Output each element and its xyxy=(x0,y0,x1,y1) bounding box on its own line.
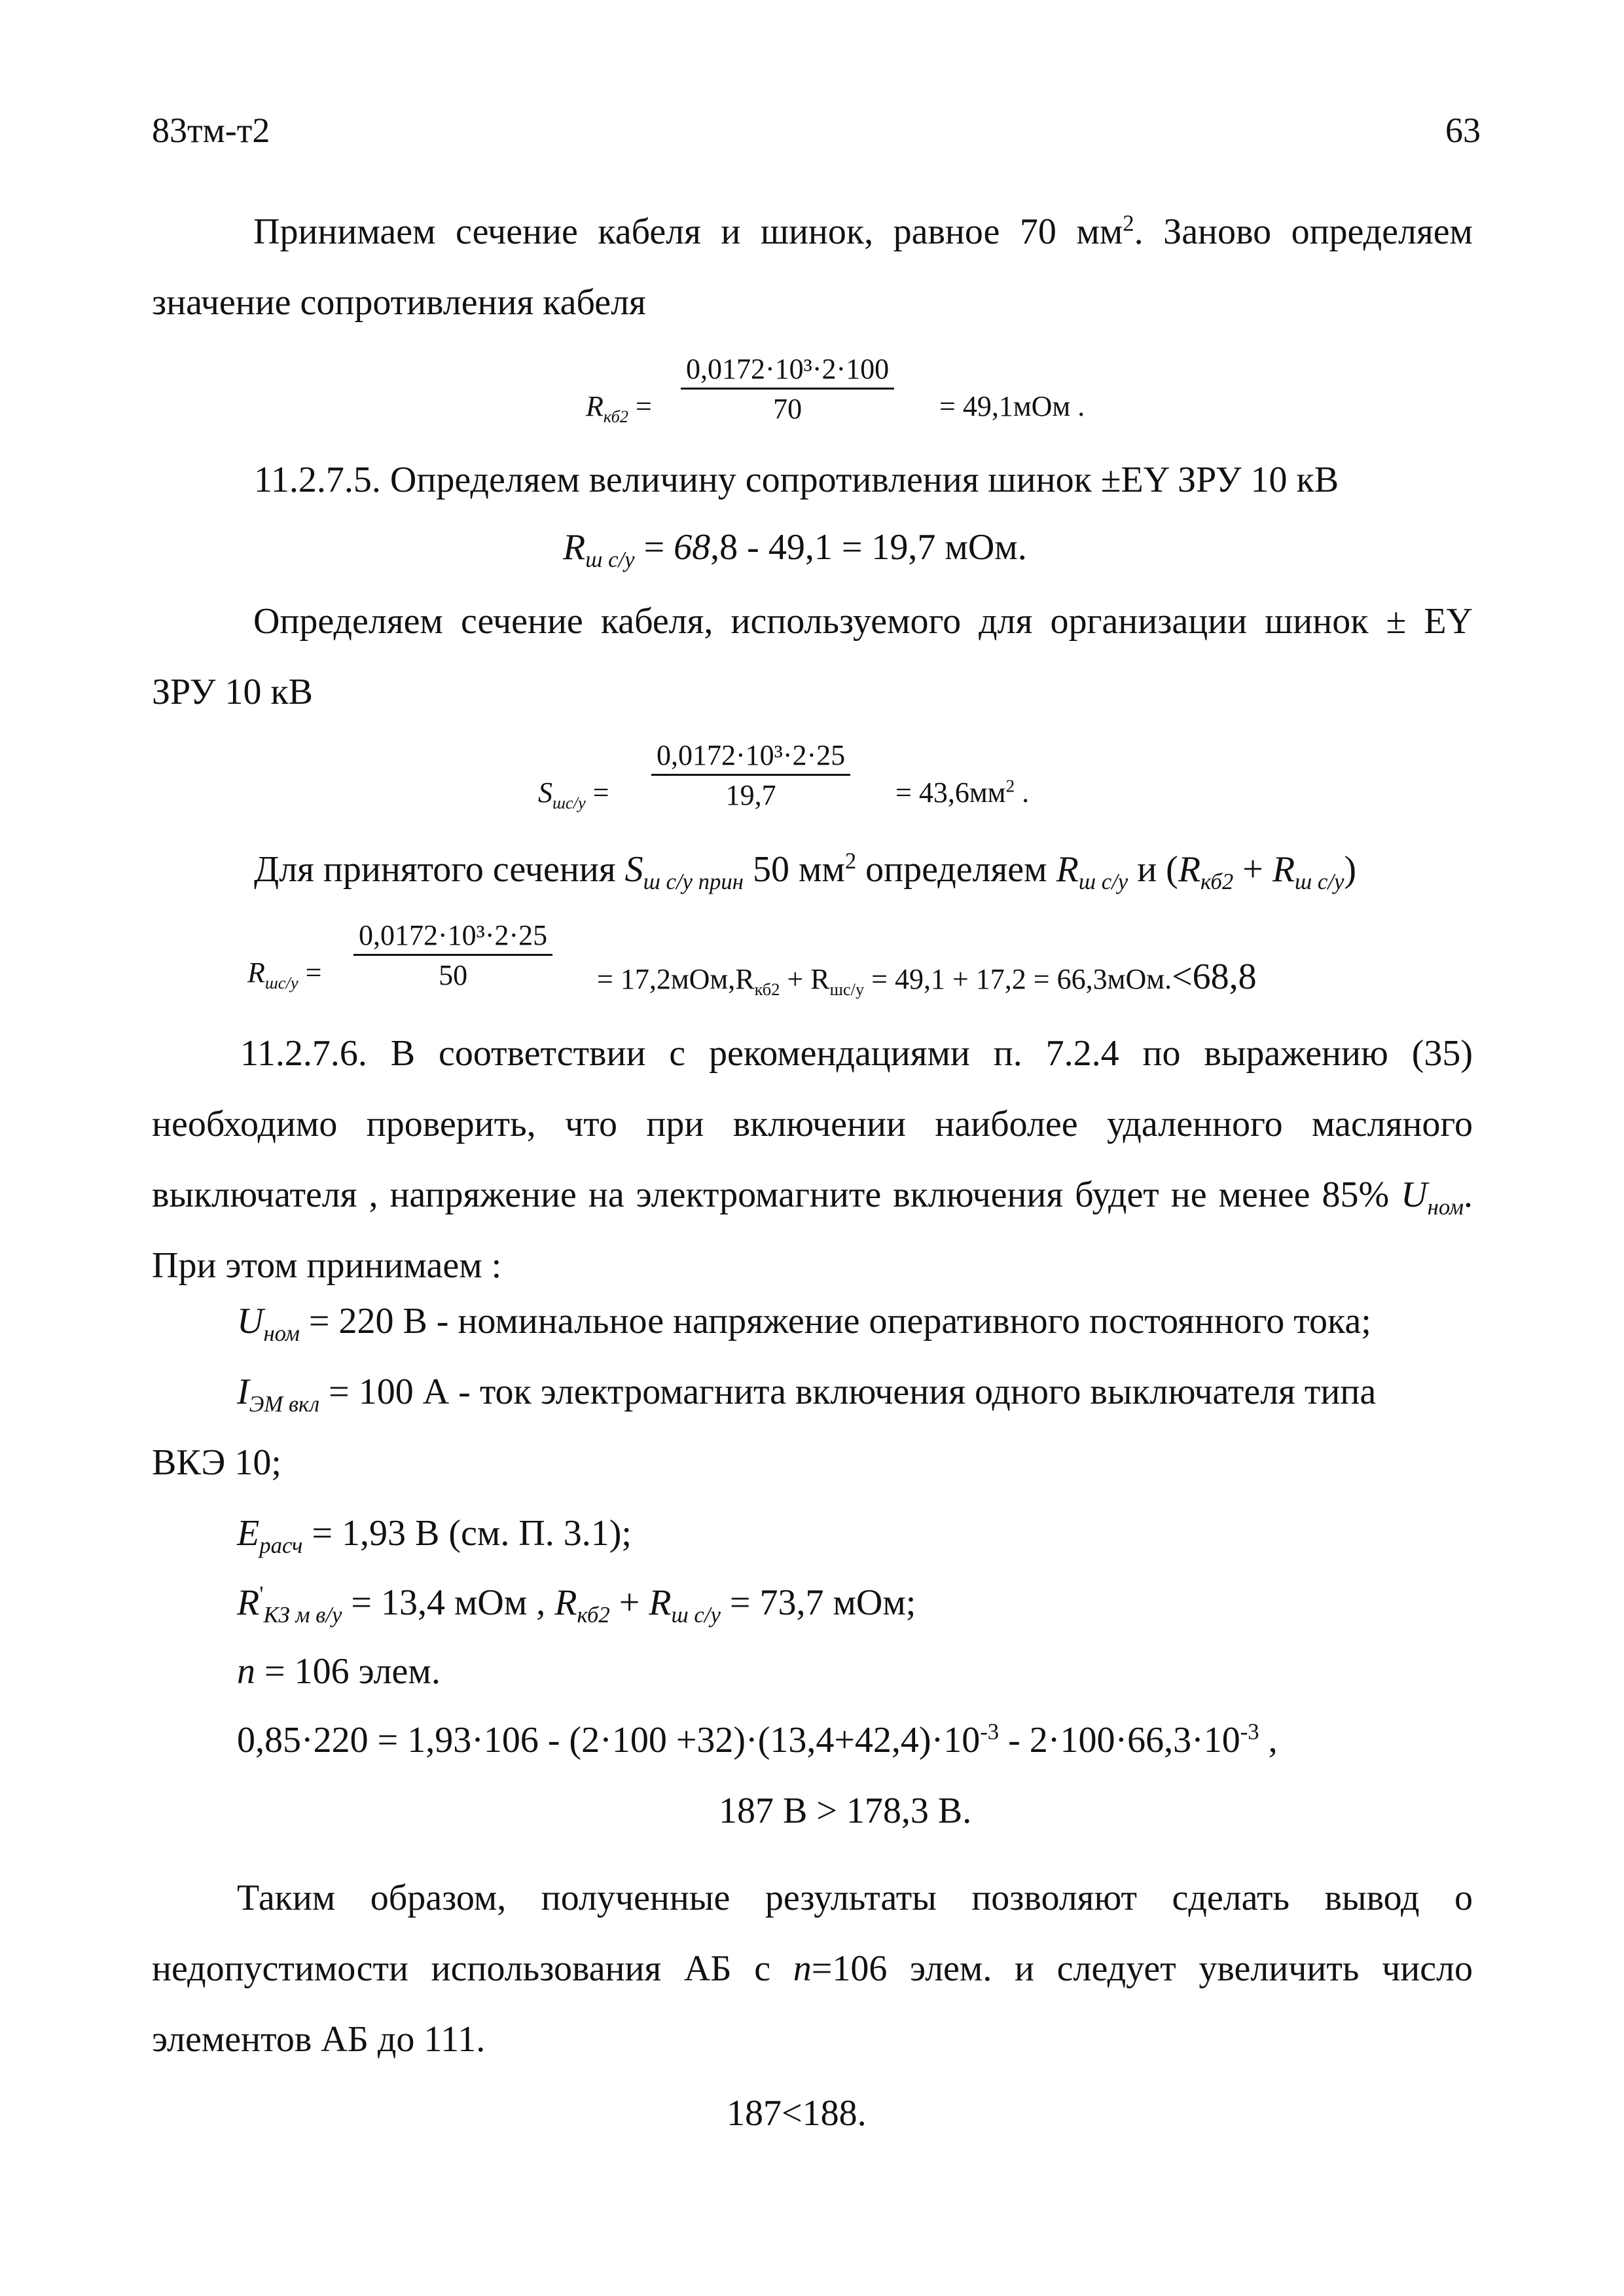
symbol-r: R xyxy=(649,1582,672,1623)
paragraph-cable-section xyxy=(152,196,1473,338)
subscript: кб2 xyxy=(603,406,629,426)
equation-rkb2-lhs xyxy=(586,390,652,426)
symbol-r: R xyxy=(586,390,604,422)
subscript: КЗ м в/у xyxy=(263,1602,342,1628)
subscript: ш с/у xyxy=(671,1602,721,1628)
symbol-n: n xyxy=(237,1651,255,1692)
definition-continuation: ВКЭ 10; xyxy=(152,1442,281,1483)
equation-rkb2-rhs: = 49,1мОм . xyxy=(939,390,1085,422)
symbol-e: E xyxy=(237,1513,260,1554)
text: определяем xyxy=(856,849,1056,890)
text: + xyxy=(1233,849,1272,890)
symbol-r: R xyxy=(1178,849,1201,890)
fraction xyxy=(651,740,850,812)
subscript: ном xyxy=(1427,1194,1464,1220)
section-11-2-7-6 xyxy=(152,1018,1473,1301)
symbol-n: n xyxy=(793,1948,812,1989)
definition-text: = 106 элем. xyxy=(255,1651,441,1692)
paragraph-text: Таким образом, полученные результаты позволяют сделать вывод о недопустимости использования АБ с xyxy=(152,1878,1473,1989)
text: Для принятого сечения xyxy=(254,849,625,890)
superscript: -3 xyxy=(1240,1719,1259,1745)
definition-text: = 13,4 мОм , xyxy=(342,1582,555,1623)
superscript: -3 xyxy=(980,1719,1000,1745)
definition-i-em xyxy=(237,1372,1377,1417)
paragraph-accepted-section xyxy=(254,848,1357,895)
numerator: 0,0172·10³·2·25 xyxy=(651,740,850,776)
equation-rsh-rhs xyxy=(597,956,1257,998)
definition-u-nom xyxy=(237,1301,1371,1347)
page-number: 63 xyxy=(1445,111,1481,150)
calc-text: 0,85·220 = 1,93·106 - (2·100 +32)·(13,4+42,4)·10 xyxy=(237,1720,981,1760)
section-11-2-7-5: 11.2.7.5. Определяем величину сопротивления шинок ±EY ЗРУ 10 кВ xyxy=(254,460,1339,500)
symbol-u: U xyxy=(237,1301,264,1341)
subscript: шс/у xyxy=(552,792,586,812)
fraction xyxy=(681,354,894,426)
paragraph-text: . При этом принимаем : xyxy=(152,1175,1473,1286)
symbol-s: S xyxy=(624,849,643,890)
paragraph-text: . Заново определяем значение сопротивления кабеля xyxy=(152,211,1473,323)
equals-sign: = xyxy=(592,776,609,809)
symbol-r: R xyxy=(563,527,586,568)
paragraph-conclusion xyxy=(152,1863,1473,2075)
value: ,8 - 49,1 = 19,7 мОм. xyxy=(710,527,1027,568)
symbol-r: R xyxy=(1056,849,1079,890)
value: 68 xyxy=(674,527,711,568)
comparison: <68,8 xyxy=(1172,957,1257,997)
fraction xyxy=(353,920,552,992)
definition-text: = 220 В - номинальное напряжение оперативного постоянного тока; xyxy=(299,1301,1371,1341)
document-code: 83тм-т2 xyxy=(152,111,270,150)
equation-s-lhs xyxy=(538,776,609,812)
symbol-i: I xyxy=(237,1372,249,1412)
subscript: ш с/у xyxy=(585,547,635,573)
equation-s-rhs xyxy=(895,776,1029,809)
symbol-r: R xyxy=(247,957,265,989)
equals-sign: = xyxy=(305,957,322,989)
value: = 49,1 + 17,2 = 66,3мОм. xyxy=(864,963,1172,995)
symbol-r: R xyxy=(237,1582,260,1623)
value: + R xyxy=(780,963,830,995)
definition-n xyxy=(237,1653,441,1690)
calc-text: - 2·100·66,3·10 xyxy=(999,1720,1240,1760)
denominator: 19,7 xyxy=(725,779,776,812)
equation-rsh-lhs xyxy=(247,956,322,993)
paragraph-text: Принимаем сечение кабеля и шинок, равное 70 мм xyxy=(253,211,1123,252)
subscript: кб2 xyxy=(754,979,780,999)
calc-text: , xyxy=(1259,1720,1278,1760)
equals-sign: = xyxy=(634,527,674,568)
subscript: расч xyxy=(259,1533,303,1559)
denominator: 50 xyxy=(439,959,468,992)
prime: ' xyxy=(259,1581,264,1607)
definition-text: + xyxy=(609,1582,649,1623)
symbol-r: R xyxy=(554,1582,577,1623)
definition-r-kz xyxy=(237,1581,916,1628)
subscript: кб2 xyxy=(1200,869,1234,895)
subscript: ном xyxy=(263,1321,300,1347)
subscript: шс/у xyxy=(829,979,865,999)
superscript: 2 xyxy=(1123,210,1134,236)
paragraph-text: 11.2.7.6. В соответствии с рекомендациями п. 7.2.4 по выражению (35) необходимо проверить, что при включении наиболее удаленного масляного выключателя , напряжение на электромагните включения будет не менее 85% xyxy=(152,1033,1473,1215)
numerator: 0,0172·10³·2·25 xyxy=(353,920,552,956)
superscript: 2 xyxy=(844,848,857,874)
paragraph-cable-ey: Определяем сечение кабеля, используемого для организации шинок ± EY ЗРУ 10 кВ xyxy=(152,601,1473,712)
equals-sign: = xyxy=(636,390,652,422)
definition-text: = 100 А - ток электромагнита включения одного выключателя типа xyxy=(319,1372,1377,1412)
subscript: ш с/у xyxy=(1078,869,1128,895)
definition-e-rasch xyxy=(237,1513,632,1559)
subscript: кб2 xyxy=(577,1602,610,1628)
subscript: шс/у xyxy=(264,972,298,993)
paragraph-text: =106 элем. и следует увеличить число элементов АБ до 111. xyxy=(152,1948,1473,2060)
value: = 43,6мм xyxy=(895,776,1006,809)
calculation-result: 187 В > 178,3 В. xyxy=(719,1791,972,1831)
value: = 17,2мОм,R xyxy=(597,963,755,995)
calculation-line xyxy=(237,1719,1278,1760)
text: ) xyxy=(1344,849,1357,890)
symbol-s: S xyxy=(538,776,552,809)
text: и ( xyxy=(1128,849,1178,890)
value: . xyxy=(1015,776,1030,809)
denominator: 70 xyxy=(773,393,803,426)
subscript: ш с/у xyxy=(1295,869,1344,895)
symbol-u: U xyxy=(1401,1175,1428,1215)
superscript: 2 xyxy=(1005,776,1015,796)
definition-text: = 73,7 мОм; xyxy=(720,1582,916,1623)
definition-text: = 1,93 В (см. П. 3.1); xyxy=(302,1513,632,1554)
final-comparison: 187<188. xyxy=(727,2093,867,2134)
text: 50 мм xyxy=(743,849,845,890)
subscript: ш с/у прин xyxy=(643,869,744,895)
subscript: ЭМ вкл xyxy=(249,1391,320,1417)
numerator: 0,0172·10³·2·100 xyxy=(681,354,894,390)
symbol-r: R xyxy=(1272,849,1295,890)
equation-rsh xyxy=(563,527,1027,573)
